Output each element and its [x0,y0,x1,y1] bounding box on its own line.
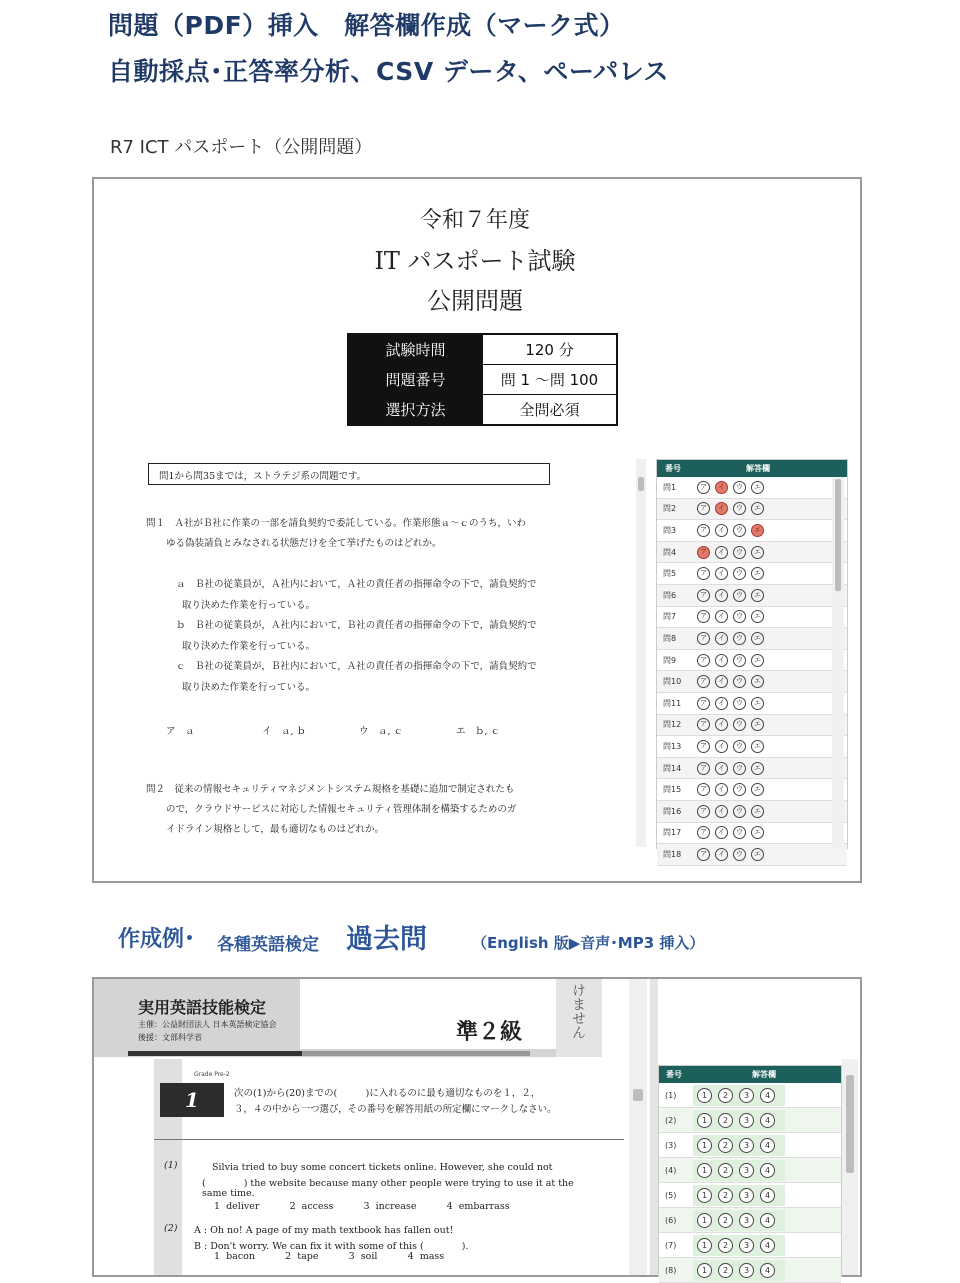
answer-bubble-2[interactable]: 1 [697,1263,712,1278]
answer-bubble[interactable]: ウ [733,567,746,580]
answer-row-number: 問3 [663,525,677,535]
choice-e: エ ｂ, ｃ [456,726,501,737]
pane-divider [650,979,658,1275]
answer-bubble-2[interactable]: 4 [760,1088,775,1103]
notice-text: 問1から問35までは，ストラテジ系の問題です。 [159,471,367,482]
answer-bubble-2[interactable]: 2 [718,1238,733,1253]
answer-row-2-number: (5) [665,1190,677,1200]
eng-q1-choices: 1 deliver 2 access 3 increase 4 embarrass [214,1201,510,1212]
info-row [348,395,617,426]
answer-bubble[interactable]: イ [715,848,728,861]
answer-row-number: 問2 [663,504,677,514]
answer-bubble-2[interactable]: 3 [739,1238,754,1253]
answer-rows-2 [659,1083,841,1283]
answer-row-number: 問4 [663,547,677,557]
answer-bubble[interactable]: イ [715,632,728,645]
answer-bubble[interactable]: エ [751,762,764,775]
answer-bubble-2[interactable]: 2 [718,1088,733,1103]
info-row [348,365,617,395]
instruction-line2: ３，４の中から一つ選び，その番号を解答用紙の所定欄にマークしなさい。 [234,1104,557,1115]
section-number-box [160,1083,224,1117]
answer-bubble[interactable]: イ [715,718,728,731]
answer-bubble[interactable]: エ [751,481,764,494]
instruction-line1: 次の(1)から(20)までの( )に入れるのに最も適切なものを１，２， [234,1088,541,1099]
answer-row [657,520,847,542]
answer-bubble[interactable]: イ [715,740,728,753]
info-value: 全問必須 [483,395,618,426]
sheet2-scroll-thumb[interactable] [846,1075,854,1173]
sheet-scrollbar[interactable] [832,477,844,847]
q1-option-a-line1: ａ Ｂ社の従業員が，Ａ社内において，Ａ社の責任者の指揮命令の下で，請負契約で [176,579,537,590]
pdf2-scroll-thumb[interactable] [633,1089,643,1101]
answer-bubble[interactable]: イ [715,567,728,580]
answer-row-number: 問11 [663,698,682,708]
answer-bubble[interactable]: ウ [733,675,746,688]
answer-row-number: 問12 [663,720,682,730]
answer-bubble[interactable]: ウ [733,783,746,796]
answer-row-number: 問5 [663,569,677,579]
section-divider [154,1139,624,1140]
answer-bubble[interactable]: エ [751,826,764,839]
answer-bubble-2[interactable]: 3 [739,1138,754,1153]
answer-bubble[interactable]: エ [751,718,764,731]
answer-row [657,779,847,801]
answer-bubble-2[interactable]: 2 [718,1138,733,1153]
answer-row-number: 問14 [663,763,682,773]
info-key: 問題番号 [348,365,483,395]
info-key: 選択方法 [348,395,483,426]
answer-row [657,736,847,758]
answer-row-2-number: (6) [665,1215,677,1225]
answer-bubble[interactable]: ウ [733,697,746,710]
answer-row [657,693,847,715]
answer-row-number: 問17 [663,828,682,838]
answer-bubble[interactable]: エ [751,502,764,515]
answer-bubble[interactable]: イ [715,762,728,775]
eng-q2-choices: 1 bacon 2 tape 3 soil 4 mass [214,1251,445,1262]
info-key: 試験時間 [348,334,483,365]
answer-row-2 [659,1258,841,1283]
eiken-title: 実用英語技能検定 [138,998,267,1017]
answer-bubble[interactable]: イ [715,697,728,710]
pdf2-scrollbar[interactable] [629,979,647,1275]
example2-frame [92,977,862,1277]
answer-row [657,650,847,672]
answer-bubble-2[interactable]: 2 [718,1263,733,1278]
answer-bubble[interactable]: ウ [733,546,746,559]
answer-row-2 [659,1133,841,1158]
answer-bubble-2[interactable]: 2 [718,1188,733,1203]
headline-line1: 問題（PDF）挿入 解答欄作成（マーク式） [108,11,625,40]
answer-row-2-number: (2) [665,1115,677,1125]
choice-i: イ ａ, ｂ [262,726,307,737]
answer-bubble[interactable]: ア [697,481,710,494]
grade-small-label: Grade Pre-2 [194,1071,230,1078]
eiken-sponsor: 主催：公益財団法人 日本英語検定協会 [138,1020,277,1029]
q1-option-b-line2: 取り決めた作業を行っている。 [182,641,316,652]
answer-row-2-number: (1) [665,1090,677,1100]
answer-row-2-number: (7) [665,1240,677,1250]
answer-bubble[interactable]: ア [697,848,710,861]
answer-bubble-2[interactable]: 4 [760,1163,775,1178]
answer-bubble-2[interactable]: 2 [718,1113,733,1128]
answer-row [657,607,847,629]
eiken-header-bar [128,1051,302,1056]
answer-row-number: 問15 [663,785,682,795]
eiken-header-bar-grey [302,1051,530,1056]
answer-row [657,801,847,823]
answer-row [657,628,847,650]
answer-bubble-2[interactable]: 4 [760,1238,775,1253]
answer-bubble[interactable]: ア [697,697,710,710]
headline-line2: 自動採点･正答率分析、CSV データ、ペーパレス [108,57,669,86]
answer-row [657,477,847,499]
sheet2-col-answer: 解答欄 [752,1070,776,1079]
answer-bubble[interactable]: エ [751,632,764,645]
eng-q1-line2: ( ) the website because many other people were trying to use it at the [202,1178,574,1189]
eng-q2-line2: B : Don't worry. We can fix it with some of this ( ). [194,1241,469,1252]
q2-line2: ので，クラウドサービスに対応した情報セキュリティ管理体制を構築するためのガ [166,804,517,815]
answer-row [657,844,847,866]
answer-bubble[interactable]: ア [697,762,710,775]
answer-bubble-2[interactable]: 3 [739,1188,754,1203]
answer-sheet-header [657,460,847,477]
answer-bubble[interactable]: ウ [733,826,746,839]
answer-bubble-2[interactable]: 3 [739,1213,754,1228]
answer-bubble[interactable]: エ [751,783,764,796]
answer-bubble[interactable]: ウ [733,481,746,494]
side-text: けません [570,983,586,1039]
answer-bubble-2[interactable]: 1 [697,1113,712,1128]
answer-bubble-2[interactable]: 4 [760,1188,775,1203]
answer-row-number: 問9 [663,655,677,665]
pdf-scroll-thumb[interactable] [638,477,644,491]
side-strip [556,979,602,1057]
answer-bubble[interactable]: イ [715,805,728,818]
answer-sheet-2 [658,1065,842,1277]
answer-row-number: 問8 [663,633,677,643]
answer-bubble[interactable]: ア [697,610,710,623]
answer-bubble[interactable]: イ [715,546,728,559]
answer-row [657,758,847,780]
q1-option-b-line1: ｂ Ｂ社の従業員が，Ａ社内において，Ｂ社の責任者の指揮命令の下で，請負契約で [176,620,537,631]
answer-row-number: 問16 [663,806,682,816]
answer-bubble[interactable]: ウ [733,654,746,667]
answer-bubble[interactable]: ウ [733,610,746,623]
answer-bubble[interactable]: イ [715,675,728,688]
answer-bubble[interactable]: ア [697,589,710,602]
q1-option-c-line2: 取り決めた作業を行っている。 [182,682,316,693]
answer-bubble-2[interactable]: 1 [697,1088,712,1103]
answer-bubble[interactable]: エ [751,589,764,602]
answer-bubble-2[interactable]: 1 [697,1138,712,1153]
answer-bubble-2[interactable]: 1 [697,1188,712,1203]
answer-bubble[interactable]: ア [697,675,710,688]
sheet-scroll-thumb[interactable] [835,479,841,591]
eng-q1-line3: same time. [202,1188,255,1199]
answer-bubble-2[interactable]: 2 [718,1213,733,1228]
answer-bubble[interactable]: エ [751,610,764,623]
answer-row [657,823,847,845]
answer-row-2 [659,1083,841,1108]
answer-bubble[interactable]: ア [697,524,710,537]
answer-bubble-2[interactable]: 1 [697,1213,712,1228]
eiken-support: 後援：文部科学省 [138,1033,202,1042]
eiken-grade: 準２級 [456,1020,523,1045]
answer-bubble-2[interactable]: 1 [697,1163,712,1178]
answer-bubble-2[interactable]: 4 [760,1138,775,1153]
answer-bubble[interactable]: ア [697,546,710,559]
pdf-title-public: 公開問題 [427,287,523,315]
answer-row-2-number: (3) [665,1140,677,1150]
q2-number: (2) [164,1223,178,1234]
answer-row-2-number: (4) [665,1165,677,1175]
sheet2-col-number: 番号 [666,1070,682,1079]
answer-row [657,499,847,521]
q1-option-c-line1: ｃ Ｂ社の従業員が，Ｂ社内において，Ａ社の責任者の指揮命令の下で，請負契約で [176,661,537,672]
example2-heading-d: （English 版▶音声･MP3 挿入） [472,934,705,952]
pdf-title-year: 令和７年度 [419,208,530,233]
section-number: 1 [185,1088,199,1112]
answer-row [657,585,847,607]
answer-bubble-2[interactable]: 3 [739,1263,754,1278]
notice-box [148,463,550,485]
pdf-title-exam: IT パスポート試験 [374,247,576,275]
answer-bubble-2[interactable]: 1 [697,1238,712,1253]
answer-bubble[interactable]: イ [715,783,728,796]
answer-bubble-2[interactable]: 4 [760,1213,775,1228]
q1-line1: 問１ Ａ社がＢ社に作業の一部を請負契約で委託している。作業形態ａ～ｃのうち，いわ [146,518,527,529]
answer-bubble-2[interactable]: 4 [760,1113,775,1128]
answer-bubble[interactable]: エ [751,697,764,710]
example2-heading-c: 過去問 [346,924,427,955]
answer-bubble-2[interactable]: 2 [718,1163,733,1178]
answer-bubble-2[interactable]: 3 [739,1113,754,1128]
answer-bubble[interactable]: エ [751,848,764,861]
answer-sheet-2-header [659,1066,841,1083]
answer-bubble[interactable]: ウ [733,502,746,515]
answer-row-number: 問1 [663,482,677,492]
example2-heading-a: 作成例･ [118,927,196,952]
q1-line2: ゆる偽装請負とみなされる状態だけを全て挙げたものはどれか。 [166,538,442,549]
example1-frame [92,177,862,883]
answer-bubble[interactable]: エ [751,805,764,818]
answer-bubble[interactable]: エ [751,546,764,559]
answer-bubble-2[interactable]: 3 [739,1163,754,1178]
example2-heading-b: 各種英語検定 [217,935,319,955]
answer-rows [657,477,847,866]
answer-bubble[interactable]: ア [697,654,710,667]
eng-q1-line1: Silvia tried to buy some concert tickets online. However, she could not [212,1162,553,1173]
answer-bubble-2[interactable]: 3 [739,1088,754,1103]
answer-bubble[interactable]: ア [697,740,710,753]
answer-bubble[interactable]: ア [697,632,710,645]
answer-bubble[interactable]: イ [715,524,728,537]
exam-info-table [347,333,618,426]
answer-bubble[interactable]: ア [697,567,710,580]
q2-line3: イドライン規格として，最も適切なものはどれか。 [166,824,385,835]
example1-label: R7 ICT パスポート（公開問題） [110,137,373,158]
info-value: 120 分 [483,334,618,365]
answer-row [657,563,847,585]
q1-number: (1) [164,1160,178,1171]
answer-row-2 [659,1208,841,1233]
answer-bubble[interactable]: イ [715,654,728,667]
answer-bubble[interactable]: ウ [733,740,746,753]
q2-line1: 問２ 従来の情報セキュリティマネジメントシステム規格を基礎に追加で制定されたも [146,784,515,795]
pdf-scrollbar[interactable] [636,459,646,847]
answer-row-number: 問7 [663,612,677,622]
answer-bubble[interactable]: イ [715,589,728,602]
sheet-col-answer: 解答欄 [746,464,770,473]
answer-row-number: 問10 [663,677,682,687]
sheet2-scrollbar[interactable] [842,1059,858,1275]
answer-bubble[interactable]: イ [715,502,728,515]
answer-row [657,715,847,737]
answer-row-number: 問18 [663,849,682,859]
answer-row-2 [659,1233,841,1258]
answer-bubble[interactable]: エ [751,654,764,667]
answer-bubble[interactable]: ア [697,805,710,818]
answer-row [657,671,847,693]
answer-bubble[interactable]: ウ [733,524,746,537]
info-row [348,334,617,365]
sheet-col-number: 番号 [665,464,681,473]
answer-row-2 [659,1183,841,1208]
answer-row-number: 問6 [663,590,677,600]
answer-bubble[interactable]: ウ [733,632,746,645]
answer-row-2 [659,1108,841,1133]
answer-bubble[interactable]: ウ [733,762,746,775]
answer-bubble[interactable]: ア [697,718,710,731]
answer-bubble[interactable]: ウ [733,718,746,731]
answer-sheet [656,459,848,859]
answer-bubble[interactable]: ウ [733,848,746,861]
choice-u: ウ ａ, ｃ [359,726,404,737]
info-value: 問 1 ～問 100 [483,365,618,395]
answer-bubble[interactable]: ウ [733,805,746,818]
answer-row-2 [659,1158,841,1183]
answer-bubble[interactable]: ア [697,502,710,515]
eng-q2-line1: A : Oh no! A page of my math textbook has fallen out! [194,1225,454,1236]
answer-bubble[interactable]: ア [697,826,710,839]
answer-row-number: 問13 [663,741,682,751]
answer-bubble[interactable]: エ [751,675,764,688]
answer-row-2-number: (8) [665,1265,677,1275]
answer-bubble[interactable]: ア [697,783,710,796]
answer-row [657,542,847,564]
answer-bubble[interactable]: イ [715,826,728,839]
answer-bubble[interactable]: イ [715,610,728,623]
answer-bubble[interactable]: エ [751,524,764,537]
answer-bubble[interactable]: イ [715,481,728,494]
q1-option-a-line2: 取り決めた作業を行っている。 [182,600,316,611]
answer-bubble[interactable]: エ [751,740,764,753]
answer-bubble-2[interactable]: 4 [760,1263,775,1278]
answer-bubble[interactable]: ウ [733,589,746,602]
choice-a: ア ａ [166,726,195,737]
answer-bubble[interactable]: エ [751,567,764,580]
